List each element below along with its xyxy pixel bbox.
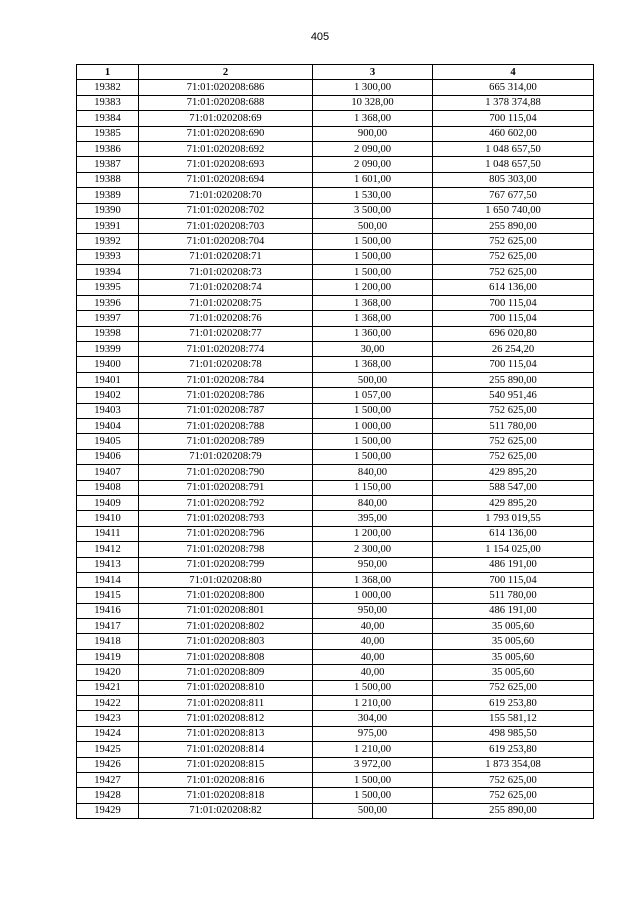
value-cell: 752 625,00 xyxy=(433,234,594,249)
table-row xyxy=(77,188,594,203)
value-cell: 35 005,60 xyxy=(433,649,594,664)
page-number: 405 xyxy=(310,31,330,43)
column-header-3: 3 xyxy=(313,65,433,80)
area-cell: 1 210,00 xyxy=(313,696,433,711)
table-row xyxy=(77,619,594,634)
row-number-cell: 19426 xyxy=(77,757,139,772)
value-cell: 540 951,46 xyxy=(433,388,594,403)
area-cell: 1 530,00 xyxy=(313,188,433,203)
value-cell: 700 115,04 xyxy=(433,311,594,326)
header-row xyxy=(77,65,594,80)
row-number-cell: 19395 xyxy=(77,280,139,295)
value-cell: 1 048 657,50 xyxy=(433,157,594,172)
value-cell: 486 191,00 xyxy=(433,603,594,618)
area-cell: 3 500,00 xyxy=(313,203,433,218)
cadastral-number-cell: 71:01:020208:802 xyxy=(139,619,313,634)
table-row xyxy=(77,126,594,141)
table-row xyxy=(77,418,594,433)
value-cell: 155 581,12 xyxy=(433,711,594,726)
row-number-cell: 19385 xyxy=(77,126,139,141)
area-cell: 40,00 xyxy=(313,665,433,680)
row-number-cell: 19383 xyxy=(77,95,139,110)
area-cell: 1 500,00 xyxy=(313,680,433,695)
value-cell: 255 890,00 xyxy=(433,372,594,387)
cadastral-number-cell: 71:01:020208:77 xyxy=(139,326,313,341)
area-cell: 950,00 xyxy=(313,603,433,618)
cadastral-number-cell: 71:01:020208:78 xyxy=(139,357,313,372)
value-cell: 614 136,00 xyxy=(433,280,594,295)
row-number-cell: 19427 xyxy=(77,772,139,787)
row-number-cell: 19419 xyxy=(77,649,139,664)
row-number-cell: 19420 xyxy=(77,665,139,680)
area-cell: 500,00 xyxy=(313,803,433,818)
value-cell: 429 895,20 xyxy=(433,465,594,480)
row-number-cell: 19412 xyxy=(77,542,139,557)
value-cell: 255 890,00 xyxy=(433,218,594,233)
value-cell: 35 005,60 xyxy=(433,634,594,649)
area-cell: 3 972,00 xyxy=(313,757,433,772)
row-number-cell: 19416 xyxy=(77,603,139,618)
table-row xyxy=(77,111,594,126)
table-row xyxy=(77,649,594,664)
row-number-cell: 19403 xyxy=(77,403,139,418)
cadastral-number-cell: 71:01:020208:692 xyxy=(139,141,313,156)
area-cell: 1 000,00 xyxy=(313,588,433,603)
value-cell: 696 020,80 xyxy=(433,326,594,341)
row-number-cell: 19424 xyxy=(77,726,139,741)
cadastral-number-cell: 71:01:020208:69 xyxy=(139,111,313,126)
value-cell: 1 378 374,88 xyxy=(433,95,594,110)
table-row xyxy=(77,218,594,233)
table-row xyxy=(77,526,594,541)
table-row xyxy=(77,788,594,803)
row-number-cell: 19402 xyxy=(77,388,139,403)
table-row xyxy=(77,772,594,787)
value-cell: 498 985,50 xyxy=(433,726,594,741)
cadastral-number-cell: 71:01:020208:815 xyxy=(139,757,313,772)
value-cell: 752 625,00 xyxy=(433,434,594,449)
row-number-cell: 19400 xyxy=(77,357,139,372)
table-row xyxy=(77,280,594,295)
area-cell: 395,00 xyxy=(313,511,433,526)
value-cell: 1 048 657,50 xyxy=(433,141,594,156)
cadastral-number-cell: 71:01:020208:82 xyxy=(139,803,313,818)
table-row xyxy=(77,357,594,372)
area-cell: 1 368,00 xyxy=(313,111,433,126)
cadastral-number-cell: 71:01:020208:787 xyxy=(139,403,313,418)
table-row xyxy=(77,80,594,95)
row-number-cell: 19409 xyxy=(77,495,139,510)
table-row xyxy=(77,572,594,587)
table-row xyxy=(77,757,594,772)
value-cell: 700 115,04 xyxy=(433,357,594,372)
row-number-cell: 19390 xyxy=(77,203,139,218)
cadastral-number-cell: 71:01:020208:798 xyxy=(139,542,313,557)
cadastral-number-cell: 71:01:020208:786 xyxy=(139,388,313,403)
cadastral-number-cell: 71:01:020208:812 xyxy=(139,711,313,726)
area-cell: 1 210,00 xyxy=(313,742,433,757)
cadastral-number-cell: 71:01:020208:792 xyxy=(139,495,313,510)
value-cell: 1 154 025,00 xyxy=(433,542,594,557)
row-number-cell: 19421 xyxy=(77,680,139,695)
value-cell: 26 254,20 xyxy=(433,342,594,357)
cadastral-number-cell: 71:01:020208:791 xyxy=(139,480,313,495)
table-row xyxy=(77,495,594,510)
row-number-cell: 19429 xyxy=(77,803,139,818)
cadastral-number-cell: 71:01:020208:793 xyxy=(139,511,313,526)
table-body xyxy=(77,80,594,819)
row-number-cell: 19392 xyxy=(77,234,139,249)
area-cell: 2 300,00 xyxy=(313,542,433,557)
table-row xyxy=(77,696,594,711)
table-row xyxy=(77,742,594,757)
cadastral-number-cell: 71:01:020208:704 xyxy=(139,234,313,249)
value-cell: 1 793 019,55 xyxy=(433,511,594,526)
row-number-cell: 19417 xyxy=(77,619,139,634)
value-cell: 752 625,00 xyxy=(433,249,594,264)
cadastral-number-cell: 71:01:020208:799 xyxy=(139,557,313,572)
row-number-cell: 19423 xyxy=(77,711,139,726)
cadastral-number-cell: 71:01:020208:816 xyxy=(139,772,313,787)
value-cell: 1 873 354,08 xyxy=(433,757,594,772)
cadastral-number-cell: 71:01:020208:808 xyxy=(139,649,313,664)
row-number-cell: 19394 xyxy=(77,265,139,280)
cadastral-number-cell: 71:01:020208:73 xyxy=(139,265,313,280)
area-cell: 1 368,00 xyxy=(313,295,433,310)
value-cell: 511 780,00 xyxy=(433,588,594,603)
cadastral-number-cell: 71:01:020208:784 xyxy=(139,372,313,387)
row-number-cell: 19406 xyxy=(77,449,139,464)
row-number-cell: 19387 xyxy=(77,157,139,172)
table-row xyxy=(77,726,594,741)
value-cell: 619 253,80 xyxy=(433,742,594,757)
table-row xyxy=(77,311,594,326)
value-cell: 35 005,60 xyxy=(433,665,594,680)
row-number-cell: 19397 xyxy=(77,311,139,326)
area-cell: 840,00 xyxy=(313,465,433,480)
row-number-cell: 19425 xyxy=(77,742,139,757)
table-row xyxy=(77,249,594,264)
register-table xyxy=(76,64,594,819)
value-cell: 429 895,20 xyxy=(433,495,594,510)
row-number-cell: 19428 xyxy=(77,788,139,803)
row-number-cell: 19391 xyxy=(77,218,139,233)
cadastral-number-cell: 71:01:020208:800 xyxy=(139,588,313,603)
area-cell: 30,00 xyxy=(313,342,433,357)
area-cell: 1 368,00 xyxy=(313,357,433,372)
value-cell: 767 677,50 xyxy=(433,188,594,203)
cadastral-number-cell: 71:01:020208:75 xyxy=(139,295,313,310)
area-cell: 2 090,00 xyxy=(313,157,433,172)
area-cell: 40,00 xyxy=(313,619,433,634)
cadastral-number-cell: 71:01:020208:788 xyxy=(139,418,313,433)
row-number-cell: 19410 xyxy=(77,511,139,526)
row-number-cell: 19414 xyxy=(77,572,139,587)
area-cell: 500,00 xyxy=(313,372,433,387)
row-number-cell: 19415 xyxy=(77,588,139,603)
value-cell: 619 253,80 xyxy=(433,696,594,711)
cadastral-number-cell: 71:01:020208:79 xyxy=(139,449,313,464)
cadastral-number-cell: 71:01:020208:80 xyxy=(139,572,313,587)
cadastral-number-cell: 71:01:020208:703 xyxy=(139,218,313,233)
cadastral-number-cell: 71:01:020208:76 xyxy=(139,311,313,326)
cadastral-number-cell: 71:01:020208:74 xyxy=(139,280,313,295)
row-number-cell: 19408 xyxy=(77,480,139,495)
table-row xyxy=(77,95,594,110)
value-cell: 805 303,00 xyxy=(433,172,594,187)
cadastral-number-cell: 71:01:020208:801 xyxy=(139,603,313,618)
cadastral-number-cell: 71:01:020208:811 xyxy=(139,696,313,711)
value-cell: 486 191,00 xyxy=(433,557,594,572)
table-row xyxy=(77,403,594,418)
table-row xyxy=(77,711,594,726)
table-row xyxy=(77,480,594,495)
value-cell: 700 115,04 xyxy=(433,111,594,126)
value-cell: 752 625,00 xyxy=(433,449,594,464)
row-number-cell: 19398 xyxy=(77,326,139,341)
table-row xyxy=(77,434,594,449)
column-header-1: 1 xyxy=(77,65,139,80)
value-cell: 1 650 740,00 xyxy=(433,203,594,218)
area-cell: 975,00 xyxy=(313,726,433,741)
table-row xyxy=(77,557,594,572)
area-cell: 304,00 xyxy=(313,711,433,726)
area-cell: 1 150,00 xyxy=(313,480,433,495)
cadastral-number-cell: 71:01:020208:693 xyxy=(139,157,313,172)
table-row xyxy=(77,157,594,172)
row-number-cell: 19422 xyxy=(77,696,139,711)
row-number-cell: 19407 xyxy=(77,465,139,480)
area-cell: 1 500,00 xyxy=(313,449,433,464)
table-row xyxy=(77,295,594,310)
area-cell: 40,00 xyxy=(313,649,433,664)
area-cell: 1 500,00 xyxy=(313,772,433,787)
cadastral-number-cell: 71:01:020208:688 xyxy=(139,95,313,110)
column-header-2: 2 xyxy=(139,65,313,80)
cadastral-number-cell: 71:01:020208:70 xyxy=(139,188,313,203)
table-row xyxy=(77,603,594,618)
table-row xyxy=(77,803,594,818)
row-number-cell: 19401 xyxy=(77,372,139,387)
row-number-cell: 19396 xyxy=(77,295,139,310)
value-cell: 752 625,00 xyxy=(433,265,594,280)
cadastral-number-cell: 71:01:020208:790 xyxy=(139,465,313,480)
column-header-4: 4 xyxy=(433,65,594,80)
table-header xyxy=(77,65,594,80)
value-cell: 752 625,00 xyxy=(433,772,594,787)
value-cell: 460 602,00 xyxy=(433,126,594,141)
area-cell: 10 328,00 xyxy=(313,95,433,110)
area-cell: 1 368,00 xyxy=(313,572,433,587)
cadastral-number-cell: 71:01:020208:818 xyxy=(139,788,313,803)
table-row xyxy=(77,372,594,387)
row-number-cell: 19384 xyxy=(77,111,139,126)
area-cell: 1 300,00 xyxy=(313,80,433,95)
area-cell: 1 368,00 xyxy=(313,311,433,326)
cadastral-number-cell: 71:01:020208:71 xyxy=(139,249,313,264)
cadastral-number-cell: 71:01:020208:774 xyxy=(139,342,313,357)
area-cell: 1 500,00 xyxy=(313,265,433,280)
cadastral-number-cell: 71:01:020208:810 xyxy=(139,680,313,695)
area-cell: 1 057,00 xyxy=(313,388,433,403)
row-number-cell: 19389 xyxy=(77,188,139,203)
table-row xyxy=(77,265,594,280)
table-row xyxy=(77,342,594,357)
row-number-cell: 19399 xyxy=(77,342,139,357)
cadastral-number-cell: 71:01:020208:694 xyxy=(139,172,313,187)
area-cell: 950,00 xyxy=(313,557,433,572)
area-cell: 1 500,00 xyxy=(313,234,433,249)
cadastral-number-cell: 71:01:020208:814 xyxy=(139,742,313,757)
area-cell: 1 000,00 xyxy=(313,418,433,433)
table-row xyxy=(77,511,594,526)
area-cell: 900,00 xyxy=(313,126,433,141)
cadastral-number-cell: 71:01:020208:796 xyxy=(139,526,313,541)
row-number-cell: 19404 xyxy=(77,418,139,433)
row-number-cell: 19405 xyxy=(77,434,139,449)
table-row xyxy=(77,234,594,249)
table-row xyxy=(77,203,594,218)
row-number-cell: 19393 xyxy=(77,249,139,264)
area-cell: 1 200,00 xyxy=(313,280,433,295)
area-cell: 1 500,00 xyxy=(313,434,433,449)
area-cell: 1 200,00 xyxy=(313,526,433,541)
table-row xyxy=(77,141,594,156)
table-row xyxy=(77,465,594,480)
area-cell: 1 500,00 xyxy=(313,403,433,418)
table-row xyxy=(77,449,594,464)
table-row xyxy=(77,326,594,341)
table-row xyxy=(77,172,594,187)
area-cell: 40,00 xyxy=(313,634,433,649)
value-cell: 255 890,00 xyxy=(433,803,594,818)
value-cell: 752 625,00 xyxy=(433,680,594,695)
row-number-cell: 19386 xyxy=(77,141,139,156)
cadastral-number-cell: 71:01:020208:803 xyxy=(139,634,313,649)
area-cell: 1 500,00 xyxy=(313,249,433,264)
value-cell: 588 547,00 xyxy=(433,480,594,495)
value-cell: 752 625,00 xyxy=(433,403,594,418)
value-cell: 700 115,04 xyxy=(433,295,594,310)
cadastral-number-cell: 71:01:020208:686 xyxy=(139,80,313,95)
row-number-cell: 19388 xyxy=(77,172,139,187)
value-cell: 614 136,00 xyxy=(433,526,594,541)
cadastral-number-cell: 71:01:020208:702 xyxy=(139,203,313,218)
row-number-cell: 19418 xyxy=(77,634,139,649)
area-cell: 2 090,00 xyxy=(313,141,433,156)
area-cell: 1 360,00 xyxy=(313,326,433,341)
area-cell: 840,00 xyxy=(313,495,433,510)
area-cell: 500,00 xyxy=(313,218,433,233)
table-row xyxy=(77,388,594,403)
area-cell: 1 500,00 xyxy=(313,788,433,803)
table-row xyxy=(77,680,594,695)
value-cell: 35 005,60 xyxy=(433,619,594,634)
value-cell: 511 780,00 xyxy=(433,418,594,433)
row-number-cell: 19413 xyxy=(77,557,139,572)
row-number-cell: 19411 xyxy=(77,526,139,541)
cadastral-number-cell: 71:01:020208:813 xyxy=(139,726,313,741)
value-cell: 665 314,00 xyxy=(433,80,594,95)
cadastral-number-cell: 71:01:020208:789 xyxy=(139,434,313,449)
cadastral-number-cell: 71:01:020208:809 xyxy=(139,665,313,680)
table-row xyxy=(77,634,594,649)
value-cell: 700 115,04 xyxy=(433,572,594,587)
value-cell: 752 625,00 xyxy=(433,788,594,803)
area-cell: 1 601,00 xyxy=(313,172,433,187)
table-row xyxy=(77,588,594,603)
table-row xyxy=(77,542,594,557)
row-number-cell: 19382 xyxy=(77,80,139,95)
cadastral-number-cell: 71:01:020208:690 xyxy=(139,126,313,141)
table-row xyxy=(77,665,594,680)
